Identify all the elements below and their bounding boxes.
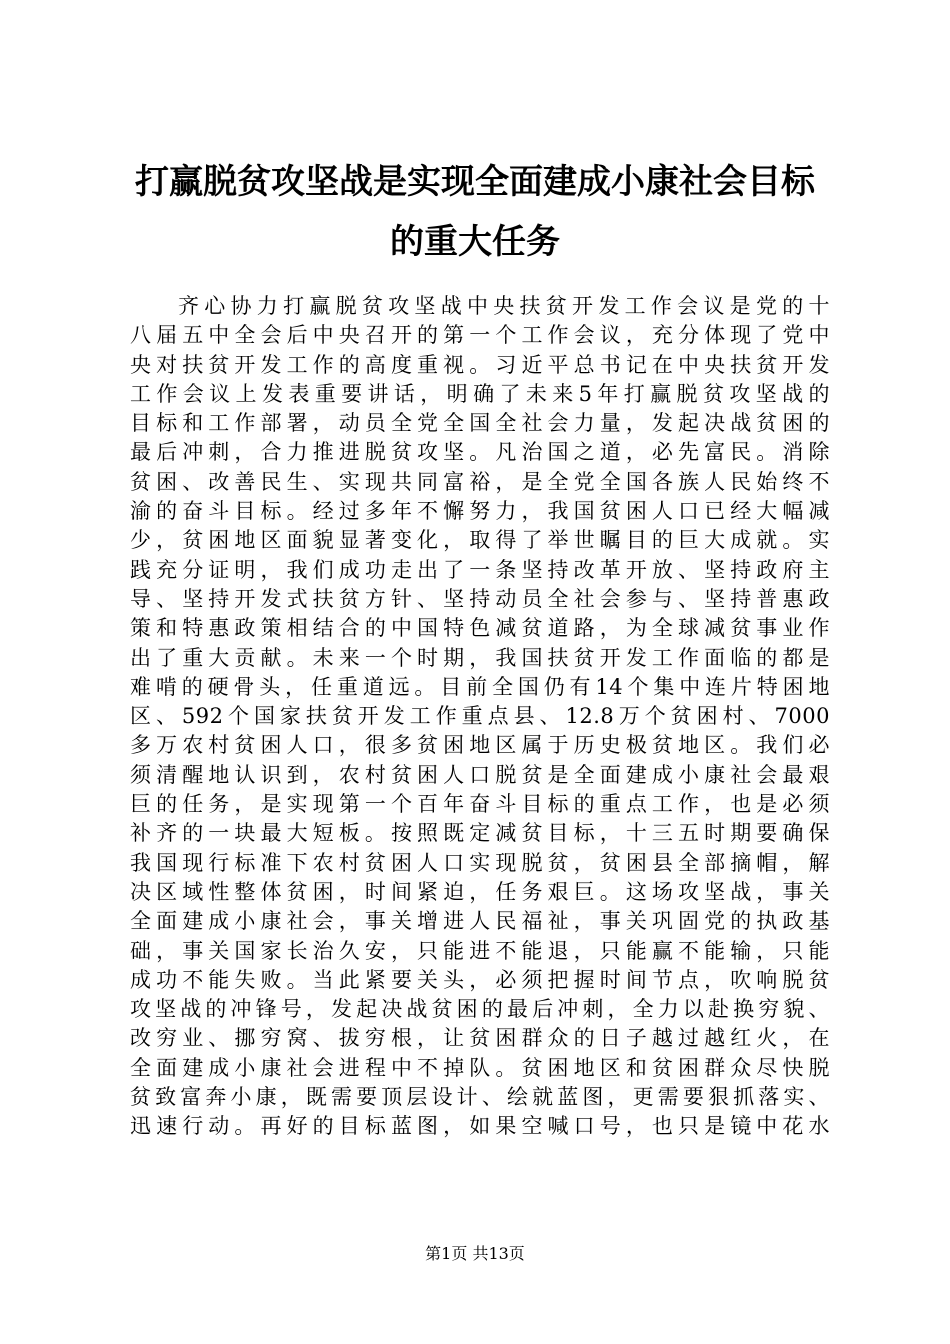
body-line: 齐心协力打赢脱贫攻坚战中央扶贫开发工作会议是党的十	[178, 294, 830, 318]
body-line: 改穷业、挪穷窝、拔穷根，让贫困群众的日子越过越红火，在	[130, 1026, 830, 1051]
body-line: 出了重大贡献。未来一个时期，我国扶贫开发工作面临的都是	[130, 645, 830, 670]
body-line: 策和特惠政策相结合的中国特色减贫道路，为全球减贫事业作	[130, 616, 830, 641]
body-line: 补齐的一块最大短板。按照既定减贫目标，十三五时期要确保	[130, 821, 830, 846]
body-line: 成功不能失败。当此紧要关头，必须把握时间节点，吹响脱贫	[130, 967, 830, 992]
body-line: 目标和工作部署，动员全党全国全社会力量，发起决战贫困的	[130, 411, 830, 436]
body-line: 巨的任务，是实现第一个百年奋斗目标的重点工作，也是必须	[130, 792, 830, 817]
body-line: 工作会议上发表重要讲话，明确了未来5年打赢脱贫攻坚战的	[130, 381, 830, 406]
body-line: 础，事关国家长治久安，只能进不能退，只能赢不能输，只能	[130, 938, 830, 963]
body-line: 八届五中全会后中央召开的第一个工作会议，充分体现了党中	[130, 323, 830, 348]
document-body	[130, 292, 830, 1142]
body-line: 我国现行标准下农村贫困人口实现脱贫，贫困县全部摘帽，解	[130, 850, 830, 875]
body-line: 最后冲刺，合力推进脱贫攻坚。凡治国之道，必先富民。消除	[130, 440, 830, 465]
body-line: 全面建成小康社会，事关增进人民福祉，事关巩固党的执政基	[130, 909, 830, 934]
body-line: 践充分证明，我们成功走出了一条坚持改革开放、坚持政府主	[130, 557, 830, 582]
body-line: 渝的奋斗目标。经过多年不懈努力，我国贫困人口已经大幅减	[130, 499, 830, 524]
body-line: 须清醒地认识到，农村贫困人口脱贫是全面建成小康社会最艰	[130, 762, 830, 787]
page-footer: 第1页 共13页	[425, 1244, 525, 1263]
body-line: 贫致富奔小康，既需要顶层设计、绘就蓝图，更需要狠抓落实、	[130, 1085, 830, 1110]
body-line: 区、592个国家扶贫开发工作重点县、12.8万个贫困村、7000	[130, 704, 830, 729]
document-title-line-2: 的重大任务	[390, 222, 560, 262]
body-line: 央对扶贫开发工作的高度重视。习近平总书记在中央扶贫开发	[130, 352, 830, 377]
body-line: 迅速行动。再好的目标蓝图，如果空喊口号，也只是镜中花水	[130, 1114, 830, 1139]
body-line: 多万农村贫困人口，很多贫困地区属于历史极贫地区。我们必	[130, 733, 830, 758]
body-line: 决区域性整体贫困，时间紧迫，任务艰巨。这场攻坚战，事关	[130, 879, 830, 904]
body-line: 导、坚持开发式扶贫方针、坚持动员全社会参与、坚持普惠政	[130, 586, 830, 611]
body-line: 少，贫困地区面貌显著变化，取得了举世瞩目的巨大成就。实	[130, 528, 830, 553]
body-line: 攻坚战的冲锋号，发起决战贫困的最后冲刺，全力以赴换穷貌、	[130, 997, 830, 1022]
body-line: 全面建成小康社会进程中不掉队。贫困地区和贫困群众尽快脱	[130, 1055, 830, 1080]
body-line: 贫困、改善民生、实现共同富裕，是全党全国各族人民始终不	[130, 469, 830, 494]
document-title-line-1: 打赢脱贫攻坚战是实现全面建成小康社会目标	[135, 162, 815, 202]
body-line: 难啃的硬骨头，任重道远。目前全国仍有14个集中连片特困地	[130, 674, 830, 699]
